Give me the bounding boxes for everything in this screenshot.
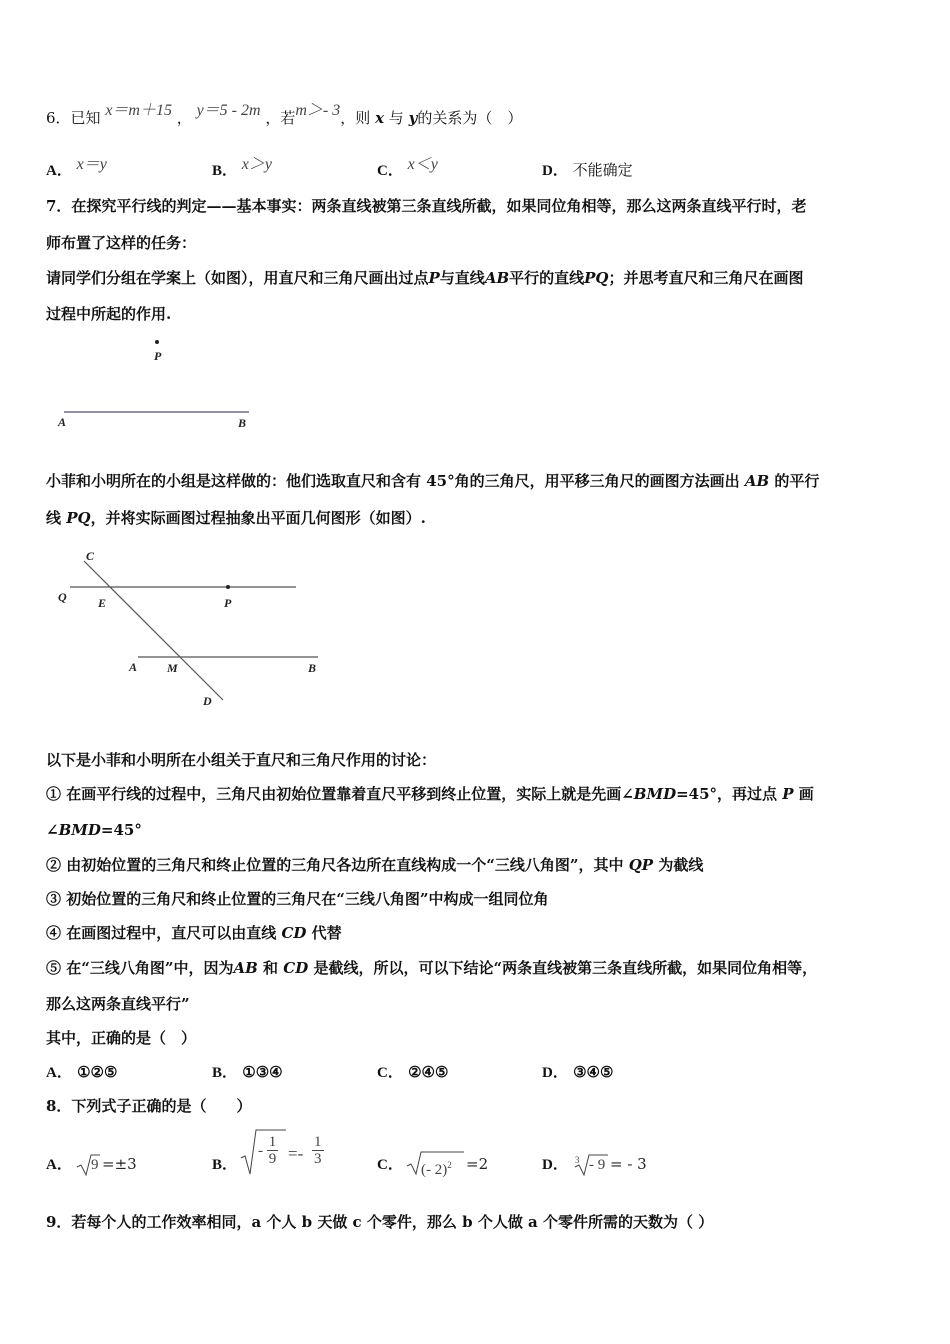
text: 画 — [798, 785, 814, 803]
q6-expr-x: x＝m＋15 — [105, 102, 172, 119]
q7-statement-2 — [46, 855, 703, 875]
q8-stem: 8．下列式子正确的是（ ） — [46, 1097, 252, 1115]
q8-option-a — [46, 1154, 72, 1175]
option-label: A． — [46, 163, 72, 179]
q8-c-exponent: 2 — [447, 1160, 452, 1170]
option-label: D． — [542, 163, 568, 179]
point-p-dot — [155, 340, 159, 344]
text: 请同学们分组在学案上（如图），用直尺和三角尺画出过点 — [46, 269, 429, 287]
text: 平行的直线 — [509, 269, 585, 287]
text: 和 — [263, 959, 279, 977]
q6-option-c — [377, 156, 438, 181]
q6-prefix: 6．已知 — [46, 109, 101, 127]
q8-a-rest: =±3 — [102, 1155, 137, 1173]
option-text: x＜y — [407, 156, 438, 173]
option-text: x＞y — [241, 156, 273, 173]
fraction-numerator: 1 — [314, 1134, 322, 1150]
q6-comma2: ，若 — [265, 109, 296, 127]
option-label: B． — [212, 1157, 238, 1173]
option-label: D． — [542, 1065, 568, 1081]
option-label: C． — [377, 1065, 403, 1081]
q6-var-y: y — [408, 109, 418, 127]
var-cd: CD — [283, 959, 309, 977]
q6-option-b — [212, 156, 273, 181]
option-text: x＝y — [76, 156, 107, 173]
q8-a-radicand: 9 — [91, 1157, 99, 1173]
fraction-denominator: 3 — [314, 1151, 322, 1167]
text: ④ 在画图过程中，直尺可以由直线 — [46, 924, 277, 942]
q8-d-radicand: - 9 — [589, 1157, 606, 1173]
q6-comma1: ， — [176, 109, 192, 127]
q7-line1: 7．在探究平行线的判定——基本事实：两条直线被第三条直线所截，如果同位角相等，那么这两条直线平行时，老 — [46, 197, 807, 215]
q6-suffix-a: ，则 — [340, 109, 371, 127]
q9-stem: 9．若每个人的工作效率相同，a 个人 b 天做 c 个零件，那么 b 个人做 a 个零件所需的天数为（ ） — [46, 1213, 714, 1231]
q6-expr-m: m＞- 3 — [295, 102, 341, 119]
var-ab: AB — [233, 959, 258, 977]
text: 代替 — [311, 924, 342, 942]
q7-option-b — [212, 1062, 283, 1083]
fig2-label-b: B — [308, 661, 317, 675]
q7-line2: 师布置了这样的任务： — [46, 234, 197, 252]
var-pq: PQ — [66, 509, 91, 527]
option-label: A． — [46, 1157, 72, 1173]
var-pq: PQ — [584, 269, 609, 287]
q6-expr-y: y＝5 - 2m — [196, 102, 261, 119]
option-label: B． — [212, 163, 238, 179]
option-text: ③④⑤ — [573, 1063, 614, 1081]
text: 线 — [46, 509, 62, 527]
text: 的平行 — [774, 472, 820, 490]
q8-b-eq-text: =- — [288, 1144, 304, 1164]
q7-statement-5-cont: 那么这两条直线平行” — [46, 995, 190, 1013]
fig2-label-p: P — [224, 596, 232, 610]
text: ⑤ 在“三线八角图”中，因为 — [46, 959, 234, 977]
option-text: ①②⑤ — [77, 1063, 118, 1081]
var-ab: AB — [484, 269, 510, 287]
point-p-dot — [226, 585, 230, 589]
text: ；并思考直尺和三角尺在画图 — [608, 269, 804, 287]
q7-statement-5 — [46, 958, 817, 978]
option-text: ①③④ — [242, 1063, 283, 1081]
fig2-label-m: M — [167, 661, 178, 675]
q8-b-rhs — [312, 1134, 324, 1167]
option-label: B． — [212, 1065, 238, 1081]
option-label: C． — [377, 163, 403, 179]
text: =45°，再过点 — [676, 785, 778, 803]
fig1-label-b: B — [238, 416, 247, 430]
fraction-numerator: 1 — [268, 1134, 277, 1150]
var-p: P — [428, 269, 440, 287]
q7-line6 — [46, 508, 426, 528]
var-qp: QP — [628, 856, 654, 874]
q6-var-x: x — [375, 109, 385, 127]
q7-statement-4 — [46, 923, 342, 943]
q7-ask: 其中，正确的是（ ） — [46, 1029, 197, 1047]
q6-suffix-b: 与 — [388, 109, 404, 127]
text: 为截线 — [658, 856, 704, 874]
q8-option-d — [542, 1154, 568, 1175]
q7-statement-1-cont — [46, 820, 142, 840]
q7-statement-1 — [46, 784, 814, 804]
option-text: ②④⑤ — [408, 1063, 449, 1081]
q7-statement-3: ③ 初始位置的三角尺和终止位置的三角尺在“三线八角图”中构成一组同位角 — [46, 890, 549, 908]
text: 是截线，所以，可以下结论“两条直线被第三条直线所截，如果同位角相等， — [313, 959, 818, 977]
q7-option-d — [542, 1062, 613, 1083]
text: =45° — [100, 821, 142, 839]
q6-stem — [46, 102, 523, 129]
text: ② 由初始位置的三角尺和终止位置的三角尺各边所在直线构成一个“三线八角图”，其中 — [46, 856, 624, 874]
line-cd — [84, 561, 223, 700]
fig2-label-a: A — [129, 660, 138, 674]
fig1-label-p: P — [154, 349, 162, 363]
fraction — [312, 1134, 324, 1167]
text: 与直线 — [439, 269, 485, 287]
fig2-label-e: E — [98, 596, 107, 610]
var-ab: AB — [744, 472, 770, 490]
text: ∠ — [46, 821, 59, 839]
q6-option-a — [46, 156, 107, 181]
q7-discuss: 以下是小菲和小明所在小组关于直尺和三角尺作用的讨论： — [46, 751, 437, 769]
q8-option-c — [377, 1154, 403, 1175]
option-label: D． — [542, 1157, 568, 1173]
q6-suffix-c: 的关系为（ ） — [417, 109, 523, 127]
var-p: P — [782, 785, 794, 803]
q7-option-c — [377, 1062, 448, 1083]
var-bmd: BMD — [633, 785, 677, 803]
text: ① 在画平行线的过程中，三角尺由初始位置靠着直尺平移到终止位置，实际上就是先画∠ — [46, 785, 634, 803]
q8-option-b — [212, 1154, 237, 1175]
var-bmd: BMD — [58, 821, 101, 839]
q6-option-d — [542, 160, 633, 181]
text: 小菲和小明所在的小组是这样做的：他们选取直尺和含有 45°角的三角尺，用平移三角尺的画图方法画出 — [46, 472, 740, 490]
q8-d-rest: = - 3 — [610, 1155, 647, 1173]
q8-b-neg: - — [258, 1142, 263, 1159]
q7-line3 — [46, 268, 804, 288]
fig2-label-q: Q — [58, 590, 67, 604]
var-cd: CD — [281, 924, 307, 942]
option-text: 不能确定 — [572, 161, 633, 179]
fig2-label-c: C — [86, 549, 95, 563]
q7-line5 — [46, 471, 819, 491]
q8-b-eq — [288, 1143, 303, 1164]
text: ，并将实际画图过程抽象出平面几何图形（如图）. — [90, 509, 426, 527]
fraction — [267, 1134, 279, 1167]
fig2-label-d: D — [203, 694, 212, 708]
figure-1-diagram — [46, 335, 306, 435]
figure-2-diagram — [46, 545, 346, 715]
option-label: A． — [46, 1065, 72, 1081]
q8-c-base: (- 2) — [421, 1162, 448, 1178]
q7-option-a — [46, 1062, 117, 1083]
q8-c-rest: =2 — [466, 1155, 489, 1173]
q8-d-index: 3 — [575, 1155, 580, 1165]
option-label: C． — [377, 1157, 403, 1173]
q8-c-radicand — [421, 1155, 452, 1180]
fraction-denominator: 9 — [268, 1151, 277, 1167]
q8-b-radicand — [258, 1134, 278, 1167]
fig1-label-a: A — [58, 415, 67, 429]
q7-line4: 过程中所起的作用. — [46, 305, 172, 323]
